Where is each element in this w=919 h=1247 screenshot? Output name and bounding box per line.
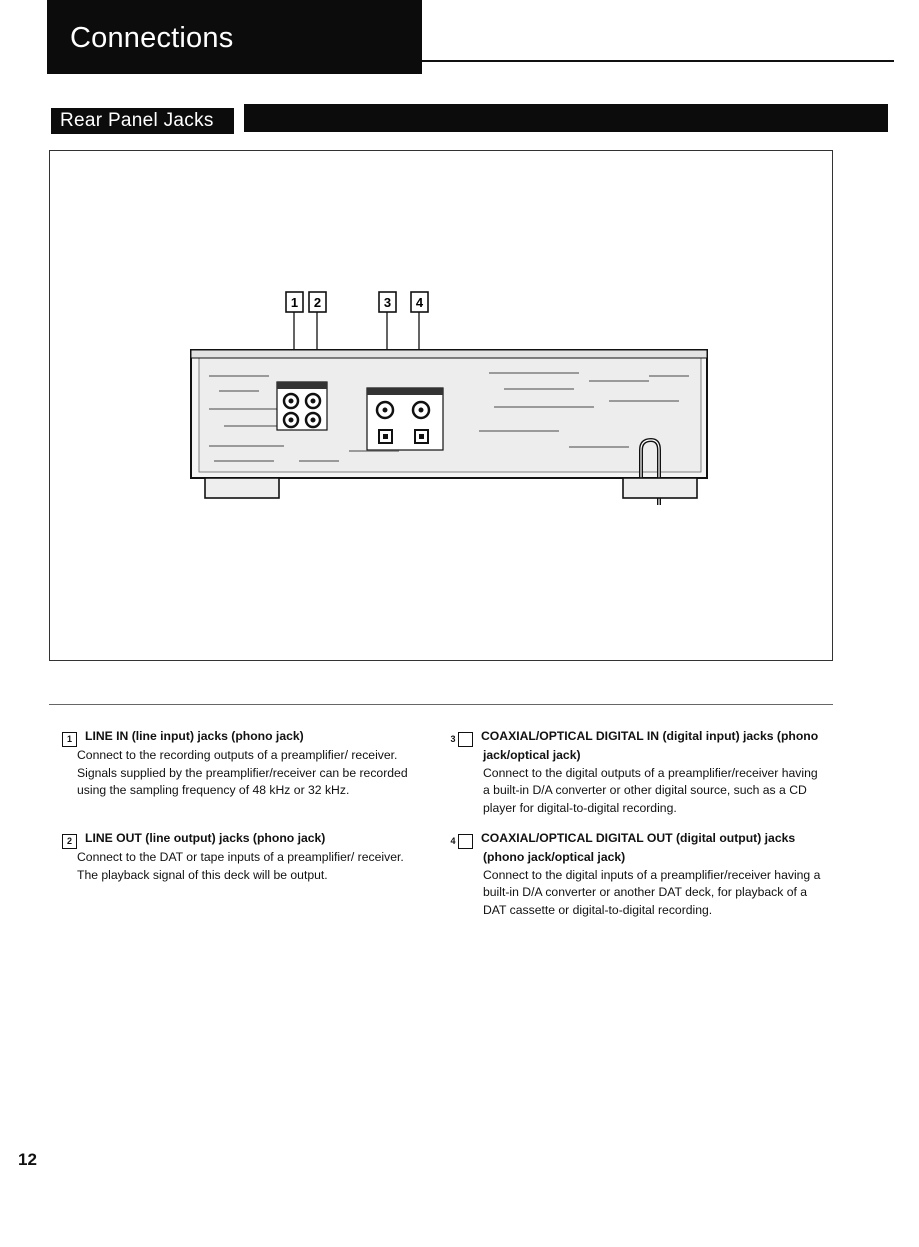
callout-2-label: 2 — [313, 295, 322, 310]
jack-title-3: COAXIAL/OPTICAL DIGITAL IN (digital input) jacks (phono jack/optical jack) — [481, 729, 819, 762]
jack-text-4: Connect to the digital inputs of a preamplifier/receiver having a built-in D/A converter or another DAT deck, for playback of a DAT cassette or digital-to-digital recording. — [483, 867, 821, 917]
page-title: Connections — [70, 22, 234, 54]
deck-chassis — [191, 350, 707, 505]
jack-heading-3 — [450, 728, 826, 765]
jack-heading-2 — [62, 830, 422, 849]
jack-description-4 — [450, 830, 826, 919]
jack-title-2: LINE OUT (line output) jacks (phono jack) — [85, 831, 326, 845]
header-rule — [422, 60, 894, 62]
item-number-1: 1 — [62, 732, 77, 747]
jack-description-2 — [62, 830, 422, 884]
callout-4-label: 4 — [415, 295, 424, 310]
callout-1 — [286, 292, 303, 312]
rear-panel-illustration — [49, 150, 833, 661]
section-divider — [49, 704, 833, 705]
jack-text-1: Connect to the recording outputs of a preamplifier/ receiver. Signals supplied by the preamplifier/receiver can be recorded using the sampling frequency of 48 kHz or 32 kHz. — [77, 748, 408, 797]
jack-description-3 — [450, 728, 826, 817]
section-bar — [244, 104, 888, 132]
callout-2 — [309, 292, 326, 312]
jack-text-3: Connect to the digital outputs of a preamplifier/receiver having a built-in D/A converter or other digital source, such as a CD player for digital-to-digital recording. — [483, 765, 818, 815]
jack-description-1 — [62, 728, 422, 800]
jack-title-4: COAXIAL/OPTICAL DIGITAL OUT (digital output) jacks (phono jack/optical jack) — [481, 831, 796, 864]
jack-title-1: LINE IN (line input) jacks (phono jack) — [85, 729, 304, 743]
callout-4 — [411, 292, 428, 312]
jack-heading-1 — [62, 728, 422, 747]
jack-heading-4 — [450, 830, 826, 867]
section-heading: Rear Panel Jacks — [60, 110, 214, 131]
callout-1-label: 1 — [290, 295, 299, 310]
jack-text-2: Connect to the DAT or tape inputs of a preamplifier/ receiver. The playback signal of this deck will be output. — [77, 850, 404, 882]
callout-3 — [379, 292, 396, 312]
item-number-4: 4 — [458, 834, 473, 849]
item-number-2: 2 — [62, 834, 77, 849]
page-number: 12 — [18, 1150, 37, 1169]
item-number-3: 3 — [458, 732, 473, 747]
callout-3-label: 3 — [383, 295, 392, 310]
